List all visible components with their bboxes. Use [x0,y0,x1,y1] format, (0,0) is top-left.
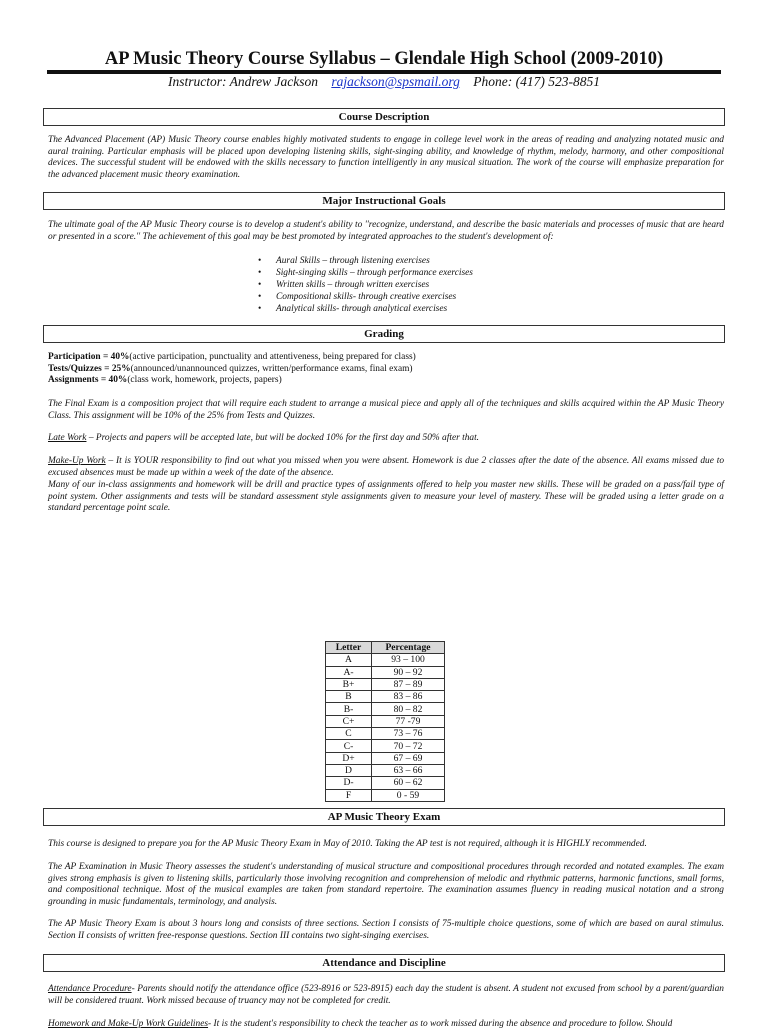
table-row [326,691,445,703]
section-heading-attendance: Attendance and Discipline [43,954,725,972]
percentage-cell: 80 – 82 [372,703,445,715]
list-item: • Written skills – through written exercises [258,279,473,291]
letter-cell: C+ [326,715,372,727]
percentage-cell: 83 – 86 [372,691,445,703]
table-row [326,654,445,666]
exam-p3: The AP Music Theory Exam is about 3 hours long and consists of three sections. Section I consists of 75-multiple choice questions, some of which are based on aural stimulus. Section II consists of written free-response questions. Section III contains two sight-singing exercises. [48,919,724,941]
weight-assignments: Assignments = 40%(class work, homework, projects, papers) [48,375,282,386]
letter-cell: B+ [326,678,372,690]
letter-cell: D+ [326,752,372,764]
instructor-name: Instructor: Andrew Jackson [167,74,318,89]
practice-text: Many of our in-class assignments and homework will be drill and practice types of assignments offered to help you master new skills. These will be graded on a pass/fail type of point system. Other assignments and tests will be standard assessment style assignments given to measure your level of mastery. These will be graded using a letter grade on a standard percentage point scale. [48,480,724,514]
goals-text: The ultimate goal of the AP Music Theory course is to develop a student's ability to ''recognize, understand, and describe the basic materials and processes of music that are heard or presented in a score.'' The achievement of this goal may be best promoted by integrated approaches to the student's development of: [48,220,724,242]
section-heading-course-description: Course Description [43,108,725,126]
weight-participation: Participation = 40%(active participation, punctuality and attentiveness, being prepared for class) [48,352,416,362]
table-row [326,764,445,776]
letter-cell: B- [326,703,372,715]
makeup-work-text: Make-Up Work – It is YOUR responsibility to find out what you missed when you were absent. Homework is due 2 classes after the date of the absence. All exams missed due to excused absences must be made up within a week of the date of the absence. [48,456,725,478]
percentage-cell: 93 – 100 [372,654,445,666]
percentage-cell: 77 -79 [372,715,445,727]
goals-list [258,255,473,315]
col-header: Percentage [372,642,445,654]
letter-cell: D [326,764,372,776]
letter-cell: B [326,691,372,703]
letter-cell: C [326,728,372,740]
email-link[interactable]: rajackson@spsmail.org [331,74,460,89]
phone: Phone: (417) 523-8851 [473,74,600,89]
document-title: AP Music Theory Course Syllabus – Glendale High School (2009-2010) [104,49,664,69]
instructor-line [0,74,768,90]
section-heading-grading: Grading [43,325,725,343]
table-row [326,715,445,727]
attendance-procedure: Attendance Procedure- Parents should notify the attendance office (523-8916 or 523-8915) each day the student is absent. A student not excused from school by a parent/guardian will be considered truant. Work missed because of truancy may not be completed for credit. [48,984,724,1006]
letter-cell: A- [326,666,372,678]
section-heading-ap-exam: AP Music Theory Exam [43,808,725,826]
percentage-cell: 67 – 69 [372,752,445,764]
late-work-text: Late Work – Projects and papers will be accepted late, but will be docked 10% for the first day and 50% after that. [48,433,480,443]
percentage-cell: 0 - 59 [372,789,445,801]
list-item: • Sight-singing skills – through performance exercises [258,267,473,279]
percentage-cell: 87 – 89 [372,678,445,690]
list-item: • Aural Skills – through listening exercises [258,255,473,267]
percentage-cell: 63 – 66 [372,764,445,776]
letter-cell: C- [326,740,372,752]
table-row [326,752,445,764]
grading-weights [48,352,724,387]
col-header: Letter [326,642,372,654]
final-exam-text: The Final Exam is a composition project that will require each student to arrange a musical piece and apply all of the techniques and skills acquired within the AP Music Theory Class. This assignment will be 10% of the 25% from Tests and Quizzes. [48,399,724,421]
list-item: • Compositional skills- through creative exercises [258,291,473,303]
percentage-cell: 73 – 76 [372,728,445,740]
letter-cell: F [326,789,372,801]
exam-p2: The AP Examination in Music Theory assesses the student's understanding of musical structure and compositional procedures through recorded and notated examples. The exam gives strong emphasis is given to listening skills, particularly those involving recognition and comprehension of melodic and rhythmic patterns, harmonic functions, small forms, and compositional technique. Most of the musical examples are taken from standard repertoire. The examination assumes fluency in reading musical notation and a strong grounding in music fundamentals, terminology, and analysis. [48,862,724,908]
grade-scale-table [325,641,445,802]
percentage-cell: 90 – 92 [372,666,445,678]
weight-tests: Tests/Quizzes = 25%(announced/unannounced quizzes, written/performance exams, final exam) [48,363,413,374]
table-row [326,666,445,678]
table-row [326,678,445,690]
percentage-cell: 60 – 62 [372,777,445,789]
letter-cell: A [326,654,372,666]
exam-p1: This course is designed to prepare you for the AP Music Theory Exam in May of 2010. Taking the AP test is not required, although it is HIGHLY recommended. [48,839,647,849]
table-row [326,789,445,801]
table-row [326,703,445,715]
section-heading-goals: Major Instructional Goals [43,192,725,210]
letter-cell: D- [326,777,372,789]
percentage-cell: 70 – 72 [372,740,445,752]
list-item: • Analytical skills- through analytical exercises [258,303,473,315]
table-row [326,777,445,789]
homework-guidelines: Homework and Make-Up Work Guidelines- It is the student's responsibility to check the teacher as to work missed during the absence and procedure to follow. Should [48,1019,673,1029]
table-row [326,728,445,740]
course-description-text: The Advanced Placement (AP) Music Theory course enables highly motivated students to engage in college level work in the areas of reading and analyzing notated music and aural training. Particular emphasis will be placed upon developing listening skills, sight-singing ability, and knowledge of rhythm, melody, harmony, and other compositional devices. The successful student will be endowed with the skills necessary to function intelligently in any musical situation. The work of the course will emphasize preparation for the advanced placement music theory examination. [48,135,724,181]
table-row [326,740,445,752]
